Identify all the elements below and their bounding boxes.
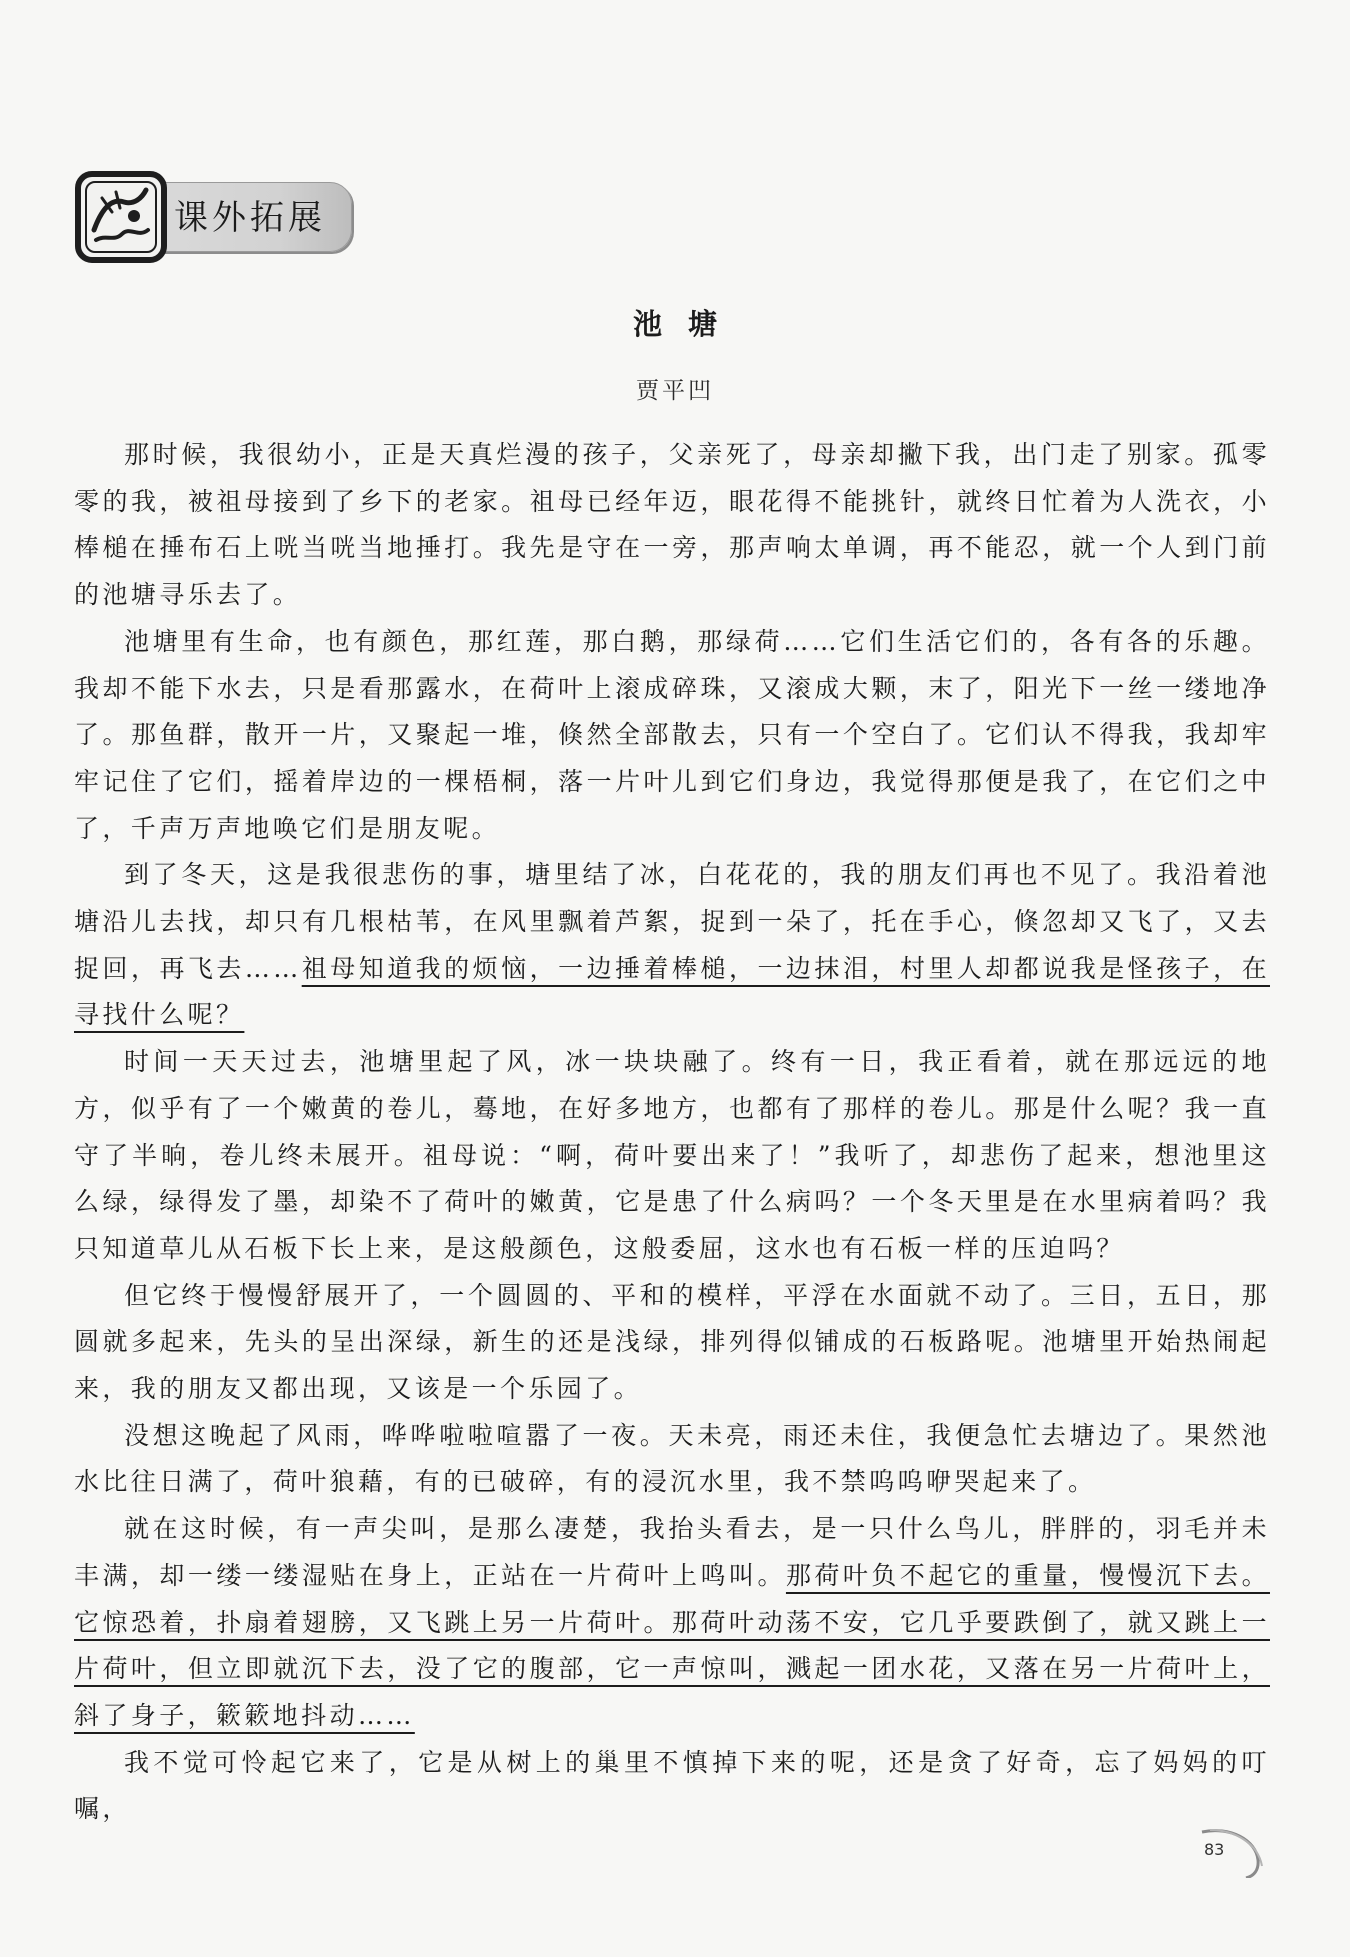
article-paragraph bbox=[74, 1273, 1270, 1413]
paragraph-text: 但它终于慢慢舒展开了，一个圆圆的、平和的模样，平浮在水面就不动了。三日，五日，那圆就多起来，先头的呈出深绿，新生的还是浅绿，排列得似铺成的石板路呢。池塘里开始热闹起来，我的朋友又都出现，又该是一个乐园了。 bbox=[74, 1280, 1270, 1404]
paragraph-text: 没想这晚起了风雨，哗哗啦啦喧嚣了一夜。天未亮，雨还未住，我便急忙去塘边了。果然池水比往日满了，荷叶狼藉，有的已破碎，有的浸沉水里，我不禁呜呜咿哭起来了。 bbox=[74, 1420, 1270, 1497]
paragraph-text: 池塘里有生命，也有颜色，那红莲，那白鹅，那绿荷……它们生活它们的，各有各的乐趣。我却不能下水去，只是看那露水，在荷叶上滚成碎珠，又滚成大颗，末了，阳光下一丝一缕地净了。那鱼群，散开一片，又聚起一堆，倏然全部散去，只有一个空白了。它们认不得我，我却牢牢记住了它们，摇着岸边的一棵梧桐，落一片叶儿到它们身边，我觉得那便是我了，在它们之中了，千声万声地唤它们是朋友呢。 bbox=[74, 626, 1270, 843]
paragraph-text: 那时候，我很幼小，正是天真烂漫的孩子，父亲死了，母亲却撇下我，出门走了别家。孤零零的我，被祖母接到了乡下的老家。祖母已经年迈，眼花得不能挑针，就终日忙着为人洗衣，小棒槌在捶布石上咣当咣当地捶打。我先是守在一旁，那声响太单调，再不能忍，就一个人到门前的池塘寻乐去了。 bbox=[74, 440, 1270, 610]
paragraph-text: 时间一天天过去，池塘里起了风，冰一块块融了。终有一日，我正看着，就在那远远的地方，似乎有了一个嫩黄的卷儿，蓦地，在好多地方，也都有了那样的卷儿。那是什么呢？我一直守了半晌，卷儿终未展开。祖母说：“啊，荷叶要出来了！”我听了，却悲伤了起来，想池里这么绿，绿得发了墨，却染不了荷叶的嫩黄，它是患了什么病吗？一个冬天里是在水里病着吗？我只知道草儿从石板下长上来，是这般颜色，这般委屈，这水也有石板一样的压迫吗？ bbox=[74, 1047, 1270, 1263]
seal-logo-icon bbox=[72, 168, 170, 266]
section-banner-title: 课外拓展 bbox=[174, 198, 326, 238]
article-paragraph bbox=[74, 432, 1270, 619]
article-paragraph bbox=[74, 1413, 1270, 1506]
article-paragraph bbox=[74, 619, 1270, 853]
article-author: 贾平凹 bbox=[636, 378, 714, 404]
article-paragraph bbox=[74, 1506, 1270, 1740]
article-title: 池塘 bbox=[632, 307, 743, 341]
page-number-badge bbox=[1196, 1826, 1266, 1878]
underlined-passage: 祖母知道我的烦恼，一边捶着棒槌，一边抹泪，村里人却都说我是怪孩子，在寻找什么呢？ bbox=[74, 953, 1270, 1030]
section-banner bbox=[72, 168, 354, 266]
paragraph-text: 就在这时候，有一声尖叫，是那么凄楚，我抬头看去，是一只什么鸟儿，胖胖的，羽毛并未丰满，却一缕一缕湿贴在身上，正站在一片荷叶上鸣叫。 bbox=[74, 1514, 1270, 1590]
paragraph-text: 到了冬天，这是我很悲伤的事，塘里结了冰，白花花的，我的朋友们再也不见了。我沿着池塘沿儿去找，却只有几根枯苇，在风里飘着芦絮，捉到一朵了，托在手心，倏忽却又飞了，又去捉回，再飞去…… bbox=[74, 860, 1270, 983]
article-paragraph bbox=[74, 1039, 1270, 1273]
article-paragraph bbox=[74, 852, 1270, 1039]
article-body bbox=[74, 432, 1270, 1833]
paragraph-text: 我不觉可怜起它来了，它是从树上的巢里不慎掉下来的呢，还是贪了好奇，忘了妈妈的叮嘱， bbox=[74, 1747, 1270, 1824]
article-paragraph bbox=[74, 1740, 1270, 1833]
underlined-passage: 那荷叶负不起它的重量，慢慢沉下去。它惊恐着，扑扇着翅膀，又飞跳上另一片荷叶。那荷叶动荡不安，它几乎要跌倒了，就又跳上一片荷叶，但立即就沉下去，没了它的腹部，它一声惊叫，溅起一团水花，又落在另一片荷叶上，斜了身子，簌簌地抖动…… bbox=[74, 1560, 1270, 1730]
page-number: 83 bbox=[1204, 1840, 1225, 1859]
